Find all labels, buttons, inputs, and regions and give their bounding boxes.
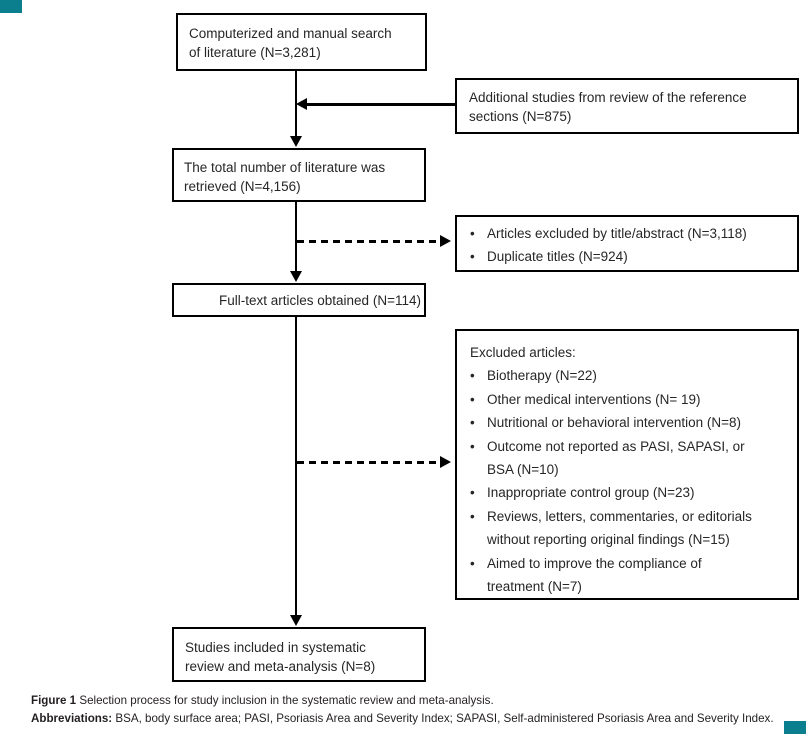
- bullet-icon: •: [470, 368, 475, 384]
- bullet-icon: •: [470, 391, 475, 407]
- bullet-icon: •: [470, 508, 475, 524]
- flow-box-additional-studies: [455, 78, 799, 134]
- excluded-title-item-text: Articles excluded by title/abstract (N=3,118): [487, 226, 747, 241]
- excluded-article-item-text: Biotherapy (N=22): [487, 368, 597, 384]
- excluded-article-item-text: [487, 552, 789, 599]
- flow-box-excluded-articles: [455, 329, 799, 600]
- flow-box-search: [176, 13, 427, 71]
- excluded-article-item-line: Aimed to improve the compliance of: [487, 555, 702, 571]
- excluded-article-item: [470, 364, 789, 387]
- excluded-article-item-line: treatment (N=7): [487, 579, 582, 595]
- flow-box-fulltext: [172, 283, 426, 317]
- excluded-article-item-line: Reviews, letters, commentaries, or editorials: [487, 508, 752, 524]
- excluded-article-item-text: Other medical interventions (N= 19): [487, 391, 701, 407]
- arrow-additional-to-main-line: [307, 103, 455, 106]
- bullet-icon: •: [470, 555, 475, 571]
- abbreviations-label: Abbreviations:: [31, 712, 113, 725]
- excluded-article-item: [470, 505, 789, 552]
- excluded-article-item: [470, 481, 789, 504]
- excluded-article-item-text: Inappropriate control group (N=23): [487, 485, 695, 501]
- figure-caption-text: Selection process for study inclusion in the systematic review and meta-analysis.: [76, 694, 494, 707]
- figure-label: Figure 1: [31, 694, 77, 707]
- arrow-total-to-fulltext-head-icon: [290, 271, 302, 282]
- arrow-total-to-fulltext-line: [295, 202, 297, 272]
- excluded-article-item: [470, 388, 789, 411]
- flow-box-included-line1: Studies included in systematic: [185, 640, 366, 655]
- figure-caption-line: [31, 692, 799, 710]
- bullet-icon: •: [470, 485, 475, 501]
- excluded-article-item-text: [487, 505, 789, 552]
- bullet-icon: •: [470, 226, 475, 241]
- flow-box-additional-line1: Additional studies from review of the reference: [469, 90, 747, 105]
- dashed-arrow-excluded-articles-head-icon: [440, 456, 451, 468]
- page-corner-accent-top-left: [0, 0, 22, 13]
- arrow-fulltext-to-included-line: [295, 317, 297, 616]
- arrow-additional-to-main-head-icon: [296, 98, 307, 110]
- bullet-icon: •: [470, 438, 475, 454]
- dashed-arrow-title-excluded-head-icon: [440, 235, 451, 247]
- excluded-article-item: [470, 552, 789, 599]
- arrow-fulltext-to-included-head-icon: [290, 615, 302, 626]
- excluded-article-item-line: Outcome not reported as PASI, SAPASI, or: [487, 438, 745, 454]
- dashed-arrow-title-excluded-line: [297, 240, 440, 243]
- flow-box-total-line2: retrieved (N=4,156): [184, 179, 301, 194]
- excluded-article-item-text: Nutritional or behavioral intervention (N=8): [487, 415, 742, 431]
- flow-box-search-line1: Computerized and manual search: [189, 26, 392, 41]
- flow-box-fulltext-line1: Full-text articles obtained (N=114): [219, 292, 421, 308]
- flow-box-title-abstract-excluded: [455, 215, 799, 272]
- bullet-icon: •: [470, 249, 475, 264]
- flow-box-total-line1: The total number of literature was: [184, 160, 386, 175]
- excluded-title-item: [470, 245, 791, 268]
- excluded-article-item-line: BSA (N=10): [487, 462, 559, 478]
- figure-caption: [31, 692, 799, 728]
- excluded-title-item-text: Duplicate titles (N=924): [487, 249, 628, 264]
- excluded-article-item-line: without reporting original findings (N=15): [487, 532, 730, 548]
- dashed-arrow-excluded-articles-line: [297, 461, 440, 464]
- bullet-icon: •: [470, 415, 475, 431]
- excluded-article-item: [470, 411, 789, 434]
- flow-box-search-line2: of literature (N=3,281): [189, 45, 321, 60]
- flow-box-included-line2: review and meta-analysis (N=8): [185, 659, 376, 674]
- excluded-article-item-text: [487, 435, 789, 482]
- excluded-articles-header: Excluded articles:: [470, 345, 576, 360]
- arrow-search-to-total-head-icon: [290, 136, 302, 147]
- flow-box-included: [172, 627, 426, 682]
- flow-box-additional-line2: sections (N=875): [469, 109, 572, 124]
- abbreviations-text: BSA, body surface area; PASI, Psoriasis Area and Severity Index; SAPASI, Self-administered Psoriasis Area and Severity Index.: [112, 712, 774, 725]
- excluded-article-item: [470, 435, 789, 482]
- abbreviations-line: [31, 710, 799, 728]
- excluded-title-item: [470, 222, 791, 245]
- flow-box-total-retrieved: [172, 148, 426, 202]
